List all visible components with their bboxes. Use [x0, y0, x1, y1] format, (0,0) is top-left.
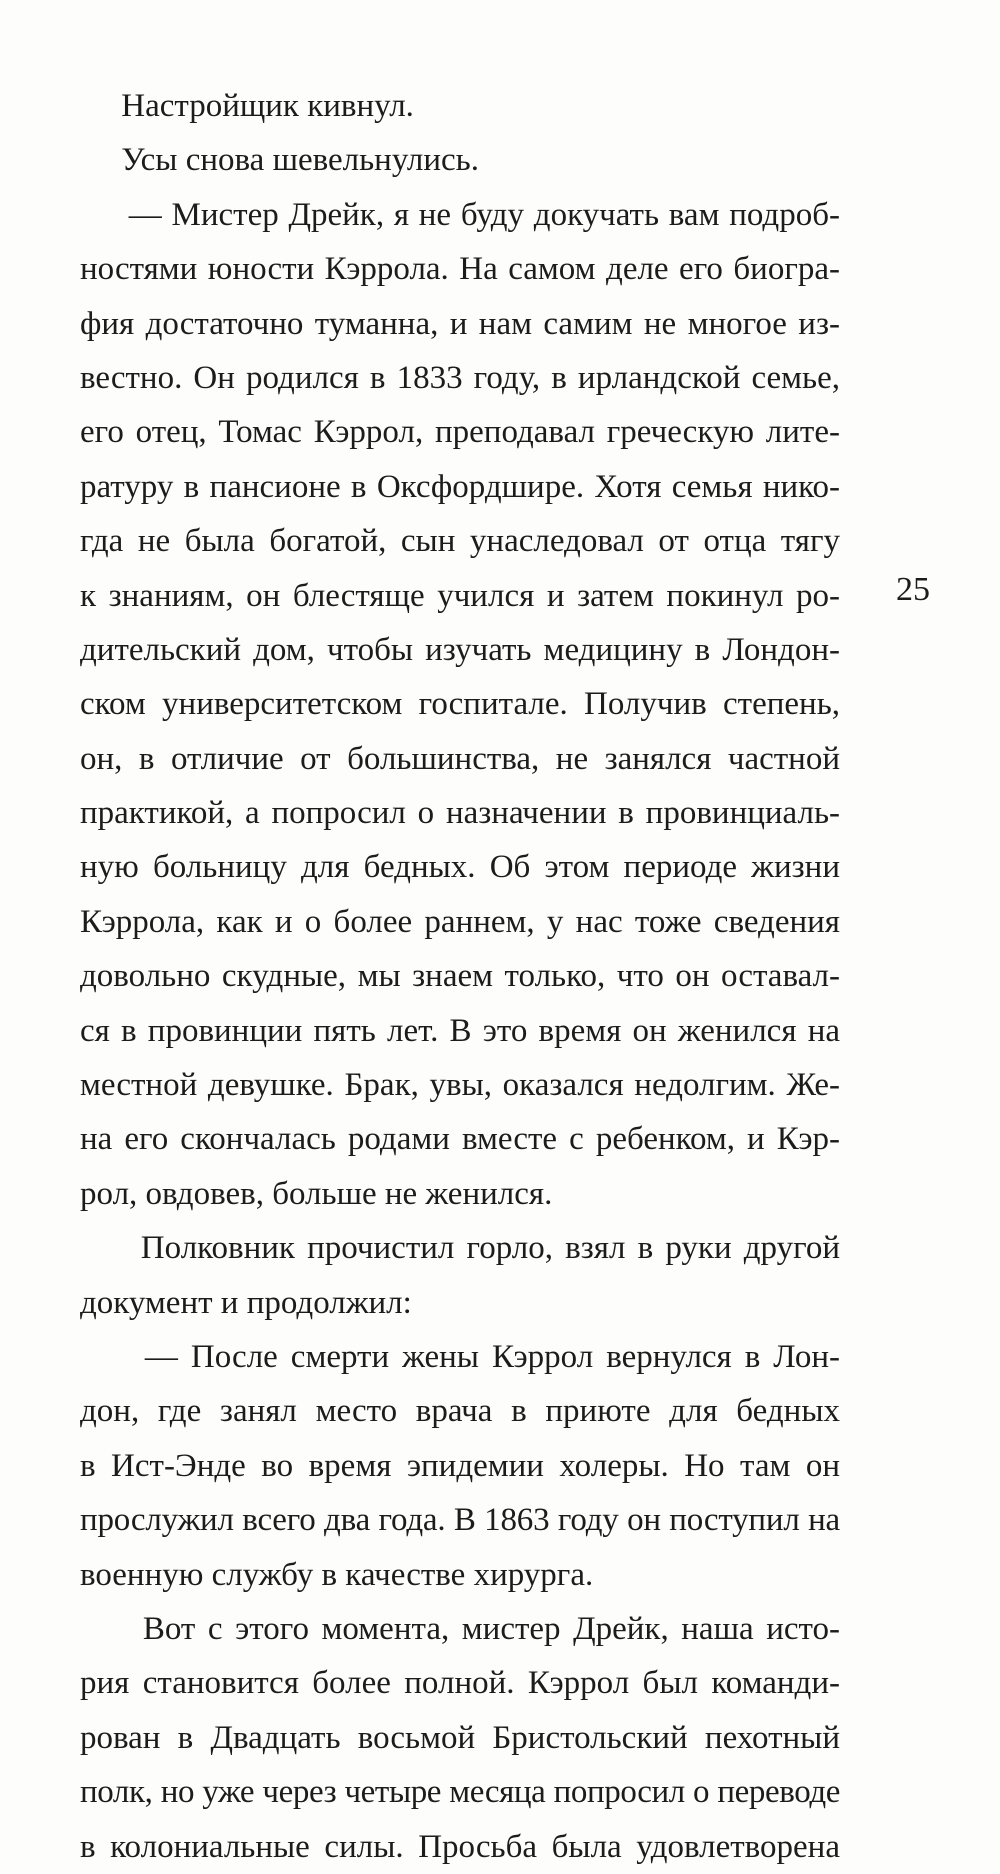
text-line: практикой, а попросил о назначении в провинциаль-	[80, 795, 840, 832]
page-number: 25	[896, 571, 930, 608]
text-line: — Мистер Дрейк, я не буду докучать вам подроб-	[80, 196, 840, 233]
body-text	[80, 79, 840, 1874]
text-line: в колониальные силы. Просьба была удовлетворена	[80, 1828, 840, 1865]
text-line: Настройщик кивнул.	[80, 88, 414, 124]
text-line: дительский дом, чтобы изучать медицину в Лондон-	[80, 631, 840, 668]
text-line: фия достаточно туманна, и нам самим не многое из-	[80, 305, 840, 342]
text-line: ся в провинции пять лет. В это время он женился на	[80, 1012, 840, 1049]
text-line: военную службу в качестве хирурга.	[80, 1556, 594, 1593]
text-line: рол, овдовев, больше не женился.	[80, 1175, 553, 1212]
text-line: ную больницу для бедных. Об этом периоде жизни	[80, 849, 840, 886]
text-line: полк, но уже через четыре месяца попросил о переводе	[80, 1774, 840, 1811]
text-line: к знаниям, он блестяще учился и затем покинул ро-	[80, 577, 840, 614]
text-line: вестно. Он родился в 1833 году, в ирландской семье,	[80, 359, 840, 396]
text-line: на его скончалась родами вместе с ребенком, и Кэр-	[80, 1121, 840, 1158]
text-line: довольно скудные, мы знаем только, что он оставал-	[80, 958, 840, 995]
text-line: он, в отличие от большинства, не занялся частной	[80, 740, 840, 777]
text-line: Вот с этого момента, мистер Дрейк, наша исто-	[80, 1610, 840, 1647]
text-line: ратуру в пансионе в Оксфордшире. Хотя семья нико-	[80, 468, 840, 505]
text-line: ностями юности Кэррола. На самом деле его биогра-	[80, 251, 840, 288]
text-line: местной девушке. Брак, увы, оказался недолгим. Же-	[80, 1067, 840, 1104]
text-line: — После смерти жены Кэррол вернулся в Лон-	[80, 1338, 840, 1375]
text-line: Полковник прочистил горло, взял в руки другой	[80, 1230, 840, 1267]
text-line: в Ист-Энде во время эпидемии холеры. Но там он	[80, 1447, 840, 1484]
text-line: рован в Двадцать восьмой Бристольский пехотный	[80, 1719, 840, 1756]
text-line: прослужил всего два года. В 1863 году он поступил на	[80, 1502, 840, 1539]
text-line: рия становится более полной. Кэррол был команди-	[80, 1665, 840, 1702]
text-line: Кэррола, как и о более раннем, у нас тоже сведения	[80, 903, 840, 940]
text-line: дон, где занял место врача в приюте для бедных	[80, 1393, 840, 1430]
text-line: документ и продолжил:	[80, 1284, 412, 1321]
text-line: гда не была богатой, сын унаследовал от отца тягу	[80, 523, 840, 560]
text-line: его отец, Томас Кэррол, преподавал греческую лите-	[80, 414, 840, 451]
text-line: Усы снова шевельнулись.	[80, 142, 479, 179]
text-line: ском университетском госпитале. Получив степень,	[80, 686, 840, 723]
